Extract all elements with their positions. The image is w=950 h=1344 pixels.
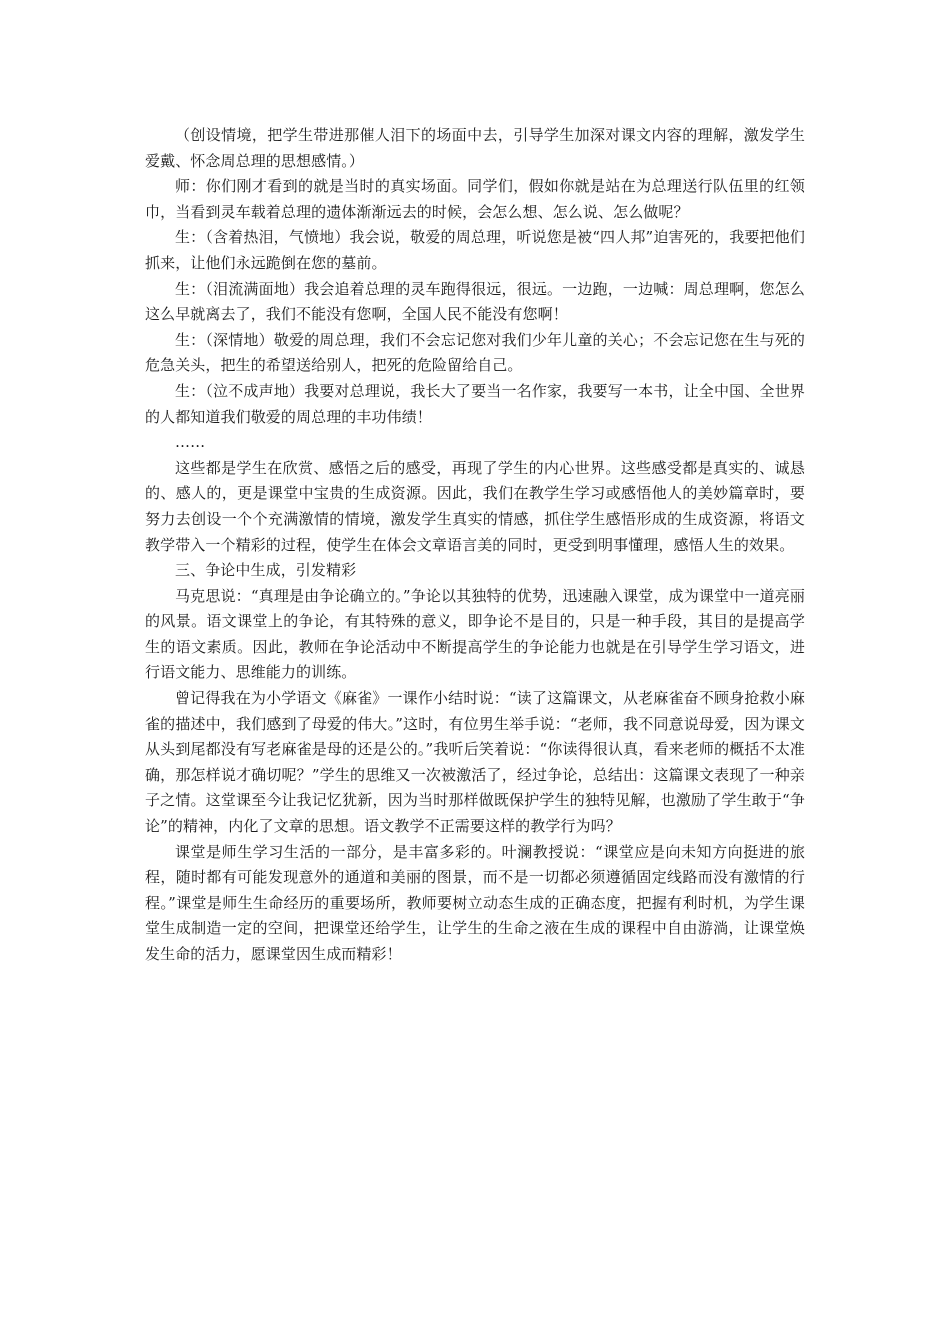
paragraph-conclusion: 课堂是师生学习生活的一部分，是丰富多彩的。叶澜教授说：“课堂应是向未知方向挺进的旅程，随时都有可能发现意外的通道和美丽的图景，而不是一切都必须遵循固定线路而没有激情的行程。”课堂是师生生命经历的重要场所，教师要树立动态生成的正确态度，把握有利时机，为学生课堂生成制造一定的空间，把课堂还给学生，让学生的生命之液在生成的课程中自由游淌，让课堂焕发生命的活力，愿课堂因生成而精彩！ [145,842,805,963]
paragraph-student-answer-4: 生：（泣不成声地）我要对总理说，我长大了要当一名作家，我要写一本书，让全中国、全世界的人都知道我们敬爱的周总理的丰功伟绩！ [145,381,805,426]
paragraph-context-note: （创设情境，把学生带进那催人泪下的场面中去，引导学生加深对课文内容的理解，激发学生爱戴、怀念周总理的思想感情。） [145,126,805,170]
paragraph-student-answer-1: 生：（含着热泪，气愤地）我会说，敬爱的周总理，听说您是被“四人邦”迫害死的，我要把他们抓来，让他们永远跪倒在您的墓前。 [145,228,805,272]
paragraph-ellipsis: …… [175,433,206,452]
paragraph-reflection: 这些都是学生在欣赏、感悟之后的感受，再现了学生的内心世界。这些感受都是真实的、诚恳的、感人的，更是课堂中宝贵的生成资源。因此，我们在教学生学习或感悟他人的美妙篇章时，要努力去创设一个个充满激情的情境，激发学生真实的情感，抓住学生感悟形成的生成资源，将语文教学带入一个精彩的过程，使学生在体会文章语言美的同时，更受到明事懂理，感悟人生的效果。 [145,458,805,554]
paragraph-sparrow-lesson: 曾记得我在为小学语文《麻雀》一课作小结时说：“读了这篇课文，从老麻雀奋不顾身抢救小麻雀的描述中，我们感到了母爱的伟大。”这时，有位男生举手说：“老师，我不同意说母爱，因为课文从头到尾都没有写老麻雀是母的还是公的。”我听后笑着说：“你读得很认真，看来老师的概括不太准确，那怎样说才确切呢？”学生的思维又一次被激活了，经过争论，总结出：这篇课文表现了一种亲子之情。这堂课至今让我记忆犹新，因为当时那样做既保护学生的独特见解，也激励了学生敢于“争论”的精神，内化了文章的思想。语文教学不正需要这样的教学行为吗？ [145,689,805,836]
document-body [145,123,805,968]
section-heading-3: 三、争论中生成，引发精彩 [175,561,357,580]
paragraph-marx-quote: 马克思说：“真理是由争论确立的。”争论以其独特的优势，迅速融入课堂，成为课堂中一道亮丽的风景。语文课堂上的争论，有其特殊的意义，即争论不是目的，只是一种手段，其目的是提高学生的语文素质。因此，教师在争论活动中不断提高学生的争论能力也就是在引导学生学习语文，进行语文能力、思维能力的训练。 [145,586,805,682]
paragraph-teacher-question: 师：你们刚才看到的就是当时的真实场面。同学们，假如你就是站在为总理送行队伍里的红领巾，当看到灵车载着总理的遗体渐渐远去的时候，会怎么想、怎么说、怎么做呢？ [145,177,805,221]
paragraph-student-answer-2: 生：（泪流满面地）我会追着总理的灵车跑得很远，很远。一边跑，一边喊：周总理啊，您怎么这么早就离去了，我们不能没有您啊，全国人民不能没有您啊！ [145,279,805,324]
paragraph-student-answer-3: 生：（深情地）敬爱的周总理，我们不会忘记您对我们少年儿童的关心；不会忘记您在生与死的危急关头，把生的希望送给别人，把死的危险留给自己。 [145,330,805,375]
